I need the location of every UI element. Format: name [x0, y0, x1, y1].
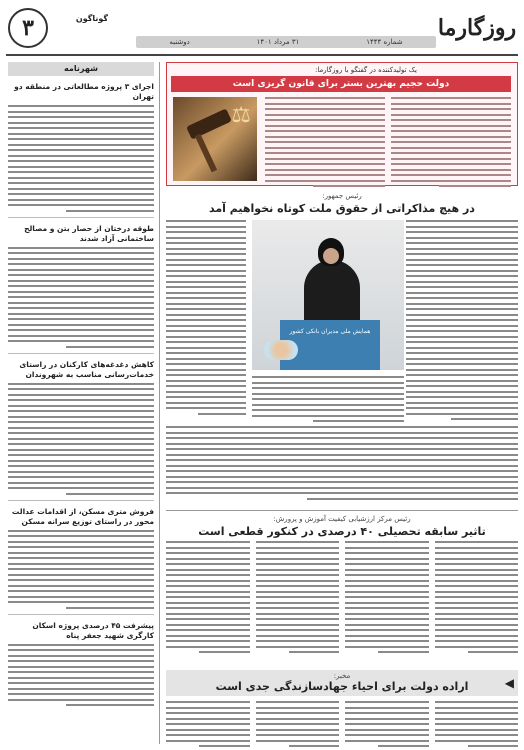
interview-body-right — [391, 97, 511, 191]
news-body — [8, 383, 154, 495]
divider — [8, 353, 154, 354]
news-body — [8, 530, 154, 609]
news-headline: کاهش دغدغه‌های کارکنان در راستای خدمات‌رسانی مناسب به شهروندان — [19, 359, 154, 379]
story-headline: اراده دولت برای احیاء جهادسازندگی جدی است — [215, 680, 469, 693]
newspaper-logo: روزگارما — [437, 15, 517, 41]
interview-kicker: یک توليدكننده در گفتگو با روزگارما: — [315, 66, 417, 74]
news-headline: فروش متری مسکن، از اقدامات عدالت محور در راستای توزیع سرانه مسکن — [11, 506, 154, 526]
story-body — [166, 701, 518, 750]
story-body-bottom — [166, 426, 518, 503]
news-body — [8, 644, 154, 707]
masthead — [6, 6, 518, 52]
president-story — [166, 192, 518, 504]
interview-body-middle — [265, 97, 385, 191]
news-body — [8, 247, 154, 348]
story-kicker: مخبر: — [333, 672, 351, 680]
divider — [8, 614, 154, 615]
issue-day: دوشنبه — [169, 38, 190, 46]
story-header-band — [166, 670, 518, 696]
interview-headline: دولت حجیم بهترین بستر برای قانون گریزی است — [171, 76, 511, 92]
divider — [8, 217, 154, 218]
column-title: شهرنامه — [8, 62, 154, 76]
story-body-left — [166, 220, 246, 418]
featured-interview-box — [166, 62, 518, 186]
jihad-story — [166, 670, 518, 744]
header-divider — [6, 54, 518, 56]
news-headline: طوقه درختان از حصار بتن و مصالح ساختمانی آزاد شدند — [24, 223, 154, 243]
news-body — [8, 105, 154, 212]
divider — [8, 500, 154, 501]
story-kicker: رئیس مرکز ارزشیابی کیفیت آموزش و پرورش: — [273, 515, 411, 523]
date-strip — [136, 36, 436, 48]
issue-number: شماره ۱۴۴۴ — [366, 38, 403, 46]
story-headline: تاثیر سابقه تحصیلی ۴۰ درصدی در کنکور قطعی است — [198, 525, 486, 538]
arrow-left-icon: ◀ — [504, 676, 514, 690]
city-news-column — [8, 62, 160, 744]
story-headline: در هیچ مذاکراتی از حقوق ملت کوتاه نخواهیم آمد — [209, 202, 475, 215]
podium-caption: همایش ملی مدیران بانکی کشور — [289, 328, 371, 335]
president-photo — [252, 220, 404, 370]
education-story — [166, 510, 518, 664]
story-body-center — [252, 376, 404, 426]
story-body — [166, 541, 518, 657]
story-kicker: رئیس جمهور: — [322, 192, 362, 200]
gavel-photo — [173, 97, 257, 181]
main-content — [166, 62, 518, 744]
gavel-icon — [186, 108, 232, 139]
story-body-right — [406, 220, 518, 424]
scale-icon: ⚖ — [231, 103, 251, 128]
issue-date: ۳۱ مرداد ۱۴۰۱ — [256, 38, 300, 46]
page-number: ۳ — [8, 8, 48, 48]
news-headline: پیشرفت ۴۵ درصدی پروژه اسکان کارگری شهید جعفر پناه — [32, 620, 154, 640]
section-label: گوناگون — [75, 14, 109, 23]
news-headline: اجرای ۳ پروژه مطالعاتی در منطقه دو تهران — [14, 82, 154, 101]
